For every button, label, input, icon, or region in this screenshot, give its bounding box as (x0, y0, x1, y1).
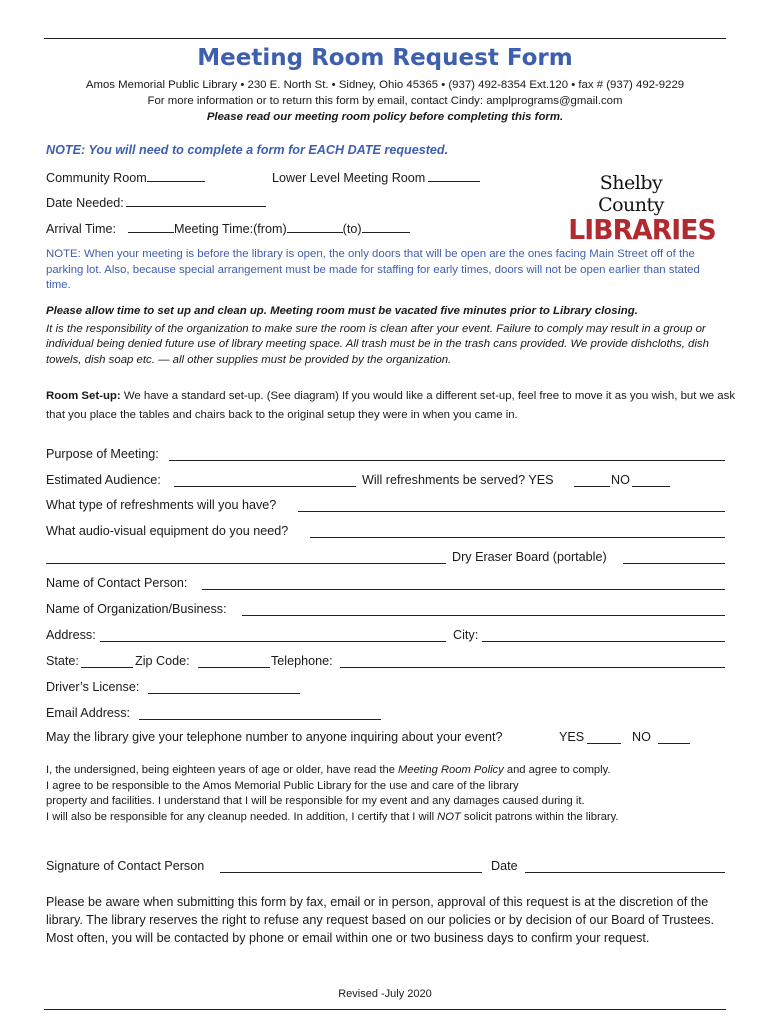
refreshments-no-field[interactable] (632, 486, 670, 487)
contact-name-label: Name of Contact Person: (46, 576, 188, 590)
date-field[interactable] (525, 872, 725, 873)
city-label: City: (453, 628, 479, 642)
agreement-line-3: property and facilities. I understand that I will be responsible for my event and any damages caused during it. (46, 795, 585, 807)
each-date-note: NOTE: You will need to complete a form for EACH DATE requested. (46, 143, 449, 157)
community-room-blank[interactable] (147, 170, 205, 182)
date-needed-label: Date Needed: (46, 196, 124, 210)
shelby-county-libraries-logo (565, 172, 716, 246)
policy-notice: Please read our meeting room policy before completing this form. (206, 111, 564, 123)
contact-info: For more information or to return this form by email, contact Cindy: amplprograms@gmail.com (147, 95, 623, 107)
setup-cleanup-note: Please allow time to set up and clean up. Meeting room must be vacated five minutes prior to Library closing. (46, 305, 638, 317)
community-room-label: Community Room (46, 171, 147, 185)
zip-field[interactable] (198, 667, 270, 668)
room-setup-note (46, 387, 736, 425)
agreement-line-1 (46, 763, 736, 779)
room-setup-text: We have a standard set-up. (See diagram) If you would like a different set-up, feel free to move it as you wish, but we ask that you place the tables and chairs back to the original setup they were in when you came in. (46, 390, 736, 421)
av-equipment-field[interactable] (310, 537, 725, 538)
community-room-row (46, 170, 205, 185)
dry-eraser-label: Dry Eraser Board (portable) (452, 550, 607, 564)
drivers-license-label: Driver’s License: (46, 680, 140, 694)
logo-line1: Shelby County (598, 172, 664, 216)
agreement-line-2: I agree to be responsible to the Amos Memorial Public Library for the use and care of the library (46, 779, 519, 792)
refreshment-type-field[interactable] (298, 511, 725, 512)
agreement-not: NOT (437, 810, 461, 823)
audience-field[interactable] (174, 486, 356, 487)
agreement-text (46, 763, 736, 825)
date-needed-row (46, 195, 266, 210)
meeting-from-blank[interactable] (287, 221, 343, 233)
phone-share-question: May the library give your telephone number to anyone inquiring about your event? (46, 730, 503, 744)
meeting-to-blank[interactable] (362, 221, 410, 233)
state-label: State: (46, 654, 79, 668)
contact-name-field[interactable] (202, 589, 725, 590)
zip-label: Zip Code: (135, 654, 190, 668)
telephone-field[interactable] (340, 667, 725, 668)
phone-share-no-label: NO (632, 730, 651, 744)
phone-share-no-field[interactable] (658, 743, 690, 744)
revision-date: Revised -July 2020 (338, 988, 432, 1000)
dry-eraser-field[interactable] (623, 563, 725, 564)
city-field[interactable] (482, 641, 725, 642)
email-label: Email Address: (46, 706, 130, 720)
refreshments-yes-field[interactable] (574, 486, 610, 487)
purpose-field[interactable] (169, 460, 725, 461)
address-label: Address: (46, 628, 96, 642)
signature-field[interactable] (220, 872, 482, 873)
meeting-time-from-label: Meeting Time:(from) (173, 222, 287, 236)
audience-label: Estimated Audience: (46, 473, 161, 487)
av-equipment-label: What audio-visual equipment do you need? (46, 524, 289, 538)
lower-level-label: Lower Level Meeting Room (272, 171, 426, 185)
phone-share-yes-label: YES (559, 730, 585, 744)
page-title: Meeting Room Request Form (197, 45, 573, 71)
agreement-policy: Meeting Room Policy (398, 764, 504, 776)
arrival-time-blank[interactable] (128, 221, 174, 233)
state-field[interactable] (81, 667, 133, 668)
agreement-part-2: and agree to comply. (503, 764, 611, 776)
arrival-time-label: Arrival Time: (46, 222, 116, 236)
signature-label: Signature of Contact Person (46, 859, 205, 873)
date-needed-blank[interactable] (126, 195, 266, 207)
closing-paragraph: Please be aware when submitting this form by fax, email or in person, approval of this request is at the discretion of the library. The library reserves the right to refuse any request based on our policies or by decision of our Board of Trustees. Most often, you will be contacted by phone or email within one or two business days to confirm your request. (46, 895, 715, 945)
purpose-label: Purpose of Meeting: (46, 447, 159, 461)
lower-level-blank[interactable] (428, 170, 480, 182)
date-label: Date (491, 859, 518, 873)
lower-level-row (272, 170, 480, 185)
phone-share-yes-field[interactable] (587, 743, 621, 744)
agreement-line-4a: I will also be responsible for any cleanup needed. In addition, I certify that I will (46, 810, 438, 823)
refreshments-question: Will refreshments be served? YES (362, 473, 554, 487)
responsibility-note: It is the responsibility of the organization to make sure the room is clean after your event. Failure to comply may result in a group or individual being denied future use of library meeting space. All trash must be in the trash cans provided. We provide dishcloths, dish towels, dish soap etc. — all other supplies must be provided by the organization. (46, 323, 709, 366)
agreement-part-1: I, the undersigned, being eighteen years of age or older, have read the (46, 764, 399, 776)
agreement-line-4 (46, 810, 736, 826)
meeting-time-to-label: (to) (342, 222, 362, 236)
email-field[interactable] (139, 719, 381, 720)
refreshments-no-label: NO (611, 473, 630, 487)
drivers-license-field[interactable] (148, 693, 300, 694)
telephone-label: Telephone: (271, 654, 333, 668)
top-divider (44, 38, 726, 39)
av-equipment-field-2[interactable] (46, 563, 446, 564)
agreement-line-4b: solicit patrons within the library. (460, 810, 619, 823)
library-address: Amos Memorial Public Library • 230 E. North St. • Sidney, Ohio 45365 • (937) 492-8354 Ext.120 • fax # (937) 492-9229 (85, 79, 685, 91)
address-field[interactable] (100, 641, 446, 642)
organization-label: Name of Organization/Business: (46, 602, 227, 616)
room-setup-label: Room Set-up: (46, 390, 121, 402)
door-note: NOTE: When your meeting is before the library is open, the only doors that will be open are the ones facing Main Street off of the parking lot. Also, because special arrangement must be made for staffing for early times, doors will not be open earlier than stated time. (46, 248, 700, 291)
logo-line2: LIBRARIES (568, 213, 716, 246)
bottom-divider (44, 1009, 726, 1010)
time-row (46, 221, 410, 236)
refreshment-type-label: What type of refreshments will you have? (46, 498, 277, 512)
organization-field[interactable] (242, 615, 725, 616)
